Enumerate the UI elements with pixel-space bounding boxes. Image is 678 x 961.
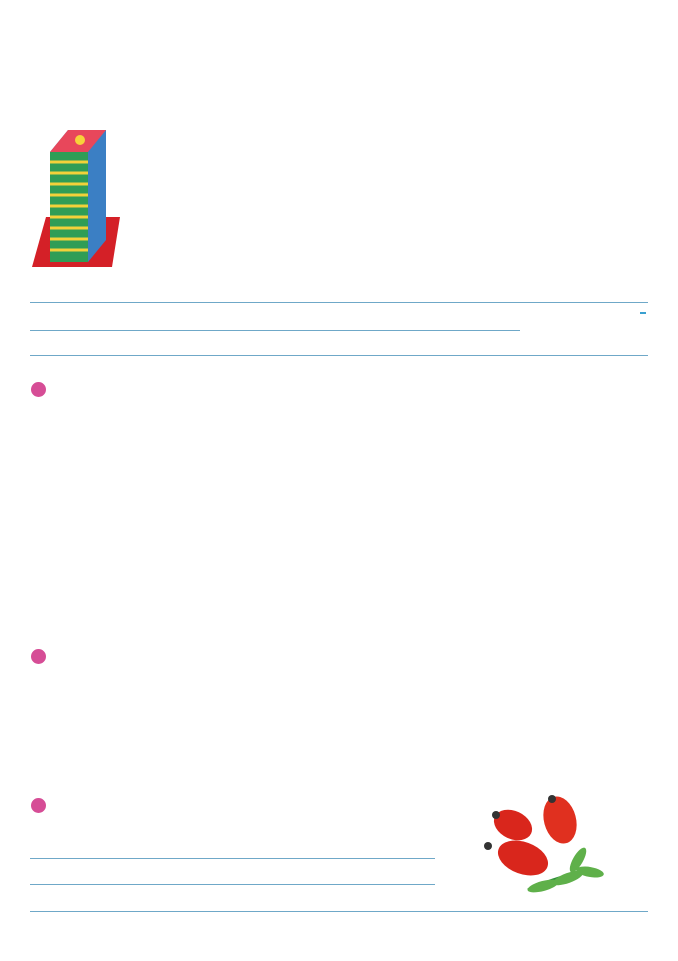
packages-illustration [28, 122, 648, 272]
task3-number [31, 798, 46, 813]
task1-number [31, 382, 46, 397]
represent-line[interactable] [30, 284, 648, 303]
task1-heading [31, 382, 52, 402]
calc-line[interactable] [30, 312, 520, 331]
ten-box [640, 312, 646, 314]
rosehip-illustration [468, 790, 608, 902]
represent-line-2[interactable] [30, 840, 435, 859]
tens-note [638, 305, 648, 320]
task3-heading [31, 798, 52, 840]
task2-heading [31, 649, 52, 669]
calc-line-2[interactable] [30, 866, 435, 885]
book-stack-icon [50, 130, 106, 262]
task2-number [31, 649, 46, 664]
answer-line[interactable] [30, 337, 648, 356]
